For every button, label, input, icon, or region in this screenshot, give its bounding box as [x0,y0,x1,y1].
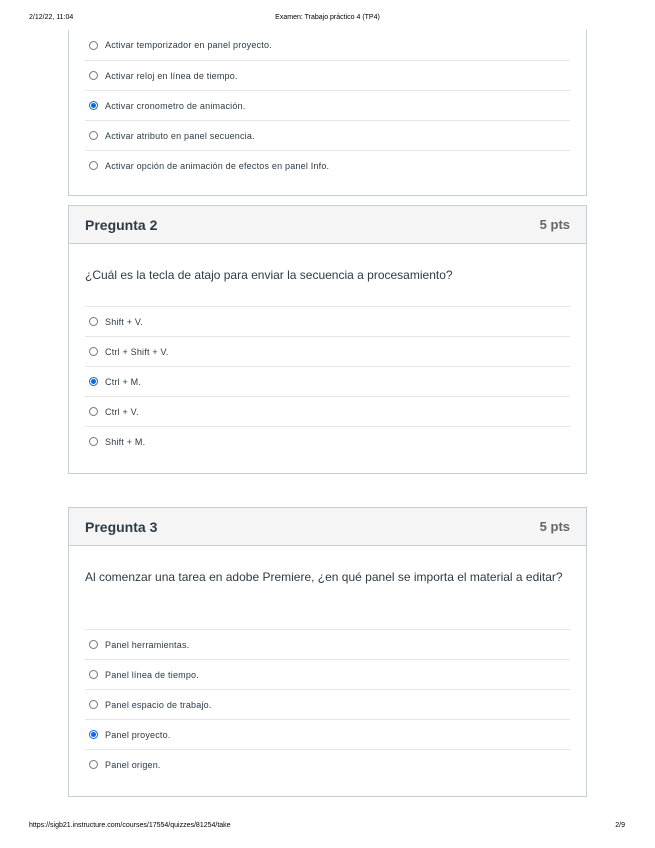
print-url: https://sigb21.instructure.com/courses/17554/quizzes/81254/take [29,822,231,829]
question-header [69,508,586,546]
answer-label: Ctrl + Shift + V. [105,346,169,357]
radio-button[interactable] [89,700,98,709]
question-points: 5 pts [539,217,570,232]
radio-button[interactable] [89,437,98,446]
answer-option[interactable] [85,150,570,180]
question-title: Pregunta 2 [85,216,158,233]
answer-option[interactable] [85,426,570,456]
answer-option[interactable] [85,120,570,150]
answer-option[interactable] [85,336,570,366]
answer-option[interactable] [85,366,570,396]
radio-button[interactable] [89,131,98,140]
radio-button[interactable] [89,317,98,326]
question-1-card [68,30,587,196]
answer-option[interactable] [85,306,570,336]
radio-button[interactable] [89,407,98,416]
print-page-number: 2/9 [615,822,625,829]
answer-label: Activar reloj en línea de tiempo. [105,70,238,81]
answer-label: Panel línea de tiempo. [105,669,199,680]
radio-button[interactable] [89,640,98,649]
answer-option[interactable] [85,60,570,90]
question-3-answers [85,629,570,779]
answer-label: Shift + V. [105,316,143,327]
radio-button[interactable] [89,71,98,80]
answer-label: Activar temporizador en panel proyecto. [105,40,272,50]
answer-option[interactable] [85,659,570,689]
radio-button[interactable] [89,161,98,170]
answer-label: Ctrl + V. [105,406,139,417]
question-2-answers [85,306,570,456]
answer-option[interactable] [85,30,570,60]
question-title: Pregunta 3 [85,518,158,535]
answer-label: Panel origen. [105,759,161,770]
radio-button[interactable] [89,377,98,386]
question-2-card [68,205,587,474]
question-1-answers [85,30,570,180]
answer-option[interactable] [85,719,570,749]
answer-option[interactable] [85,396,570,426]
answer-label: Activar cronometro de animación. [105,100,246,111]
radio-button[interactable] [89,670,98,679]
answer-option[interactable] [85,749,570,779]
radio-button[interactable] [89,760,98,769]
radio-button[interactable] [89,101,98,110]
question-3-card [68,507,587,797]
print-page-title: Examen: Trabajo práctico 4 (TP4) [275,14,380,21]
answer-label: Activar opción de animación de efectos en panel Info. [105,160,330,171]
question-text: Al comenzar una tarea en adobe Premiere, ¿en qué panel se importa el material a editar? [85,570,563,584]
answer-label: Shift + M. [105,436,146,447]
answer-option[interactable] [85,689,570,719]
radio-button[interactable] [89,730,98,739]
answer-label: Panel herramientas. [105,639,190,650]
question-text: ¿Cuál es la tecla de atajo para enviar la secuencia a procesamiento? [85,268,453,282]
answer-label: Activar atributo en panel secuencia. [105,130,255,141]
question-header [69,206,586,244]
answer-option[interactable] [85,90,570,120]
answer-label: Ctrl + M. [105,376,142,387]
question-points: 5 pts [539,519,570,534]
answer-label: Panel espacio de trabajo. [105,699,212,710]
radio-button[interactable] [89,41,98,50]
answer-label: Panel proyecto. [105,729,171,740]
print-datetime: 2/12/22, 11:04 [29,14,74,21]
radio-button[interactable] [89,347,98,356]
answer-option[interactable] [85,629,570,659]
